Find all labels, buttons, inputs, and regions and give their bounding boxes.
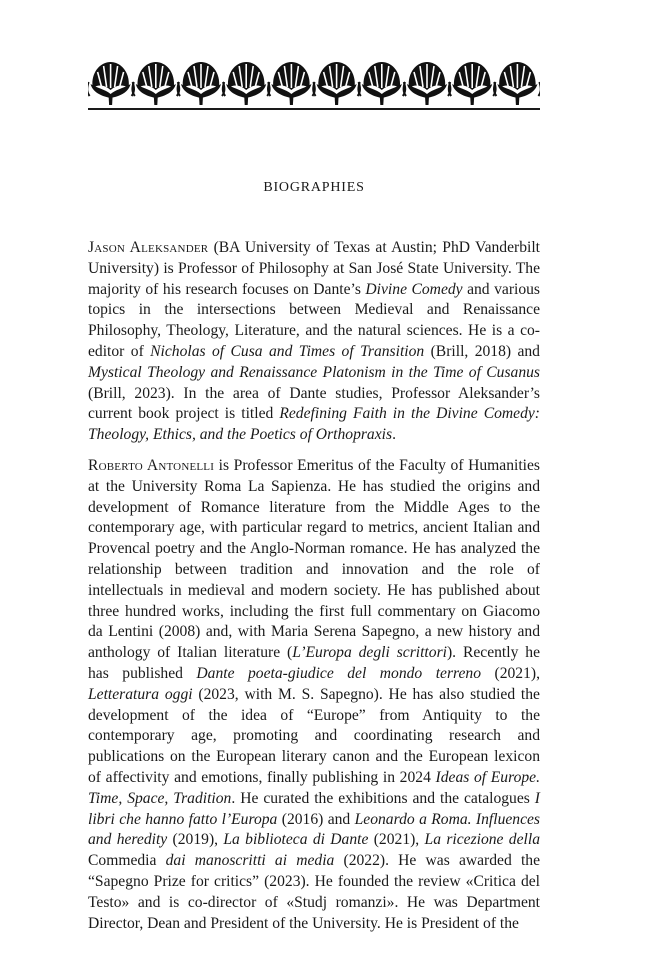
body-text: (2016) and (277, 810, 355, 828)
italic-text: Divine Comedy (365, 280, 463, 298)
body-text: (2021), (481, 664, 540, 682)
italic-text: La ricezione della (424, 831, 540, 849)
italic-text: Ideas of Europe. Time, Space, Tradition (88, 768, 540, 807)
body-text: ). Recently he has published (88, 644, 540, 682)
thistle-ornament-icon (178, 62, 225, 105)
thistle-ornament-icon (494, 62, 540, 105)
italic-text: La biblioteca di Dante (223, 831, 369, 849)
header-rule (88, 108, 540, 110)
body-text: (2023, with M. S. Sapegno). He has also studied the development of the idea of “Europe” from Antiquity to the contemporary age, promoting and coordinating research and publications on the European literary canon and the European lexicon of affectivity and emotions, finally publishing in 2024 (88, 685, 540, 786)
italic-text: Redefining Faith in the Divine Comedy: Theology, Ethics, and the Poetics of Orthopraxis (88, 405, 540, 444)
page-heading: BIOGRAPHIES (263, 180, 365, 195)
thistle-ornament-icon (223, 62, 270, 105)
italic-text: Letteratura oggi (88, 685, 193, 703)
body-text: (2019), (167, 831, 224, 849)
body-text: . He curated the exhibitions and the catalogues (231, 789, 535, 807)
biography-entry (88, 238, 540, 446)
italic-text: Mystical Theology and Renaissance Platonism in the Time of Cusanus (88, 363, 540, 381)
italic-text: L’Europa degli scrittori (292, 644, 447, 662)
italic-text: I libri che hanno fatto l’Europa (88, 789, 540, 828)
thistle-ornament-icon (313, 62, 360, 105)
body-text: is Professor Emeritus of the Faculty of Humanities at the University Roma La Sapienza. He has studied the origins and development of Romance literature from the Middle Ages to the contemporary age, with particular regard to metrics, ancient Italian and Provencal poetry and the Anglo-Norman romance. He has analyzed the relationship between tradition and innovation and the role of intellectuals in medieval and modern society. He has published about three hundred works, including the first full commentary on Giacomo da Lentini (2008) and, with Maria Serena Sapegno, a new history and anthology of Italian literature ( (88, 457, 540, 662)
body-text: . (392, 426, 396, 444)
biography-name: Jason Aleksander (88, 239, 209, 256)
thistle-ornament-icon (358, 62, 405, 105)
body-text: (2021), (368, 831, 425, 849)
thistle-ornament-icon (449, 62, 496, 105)
thistle-ornament-icon (404, 62, 451, 105)
biography-name: Roberto Antonelli (88, 457, 215, 474)
italic-text: Dante poeta-giudice del mondo terreno (196, 664, 482, 682)
thistle-ornament-icon (88, 62, 134, 105)
body-text: and various topics in the intersections between Medieval and Renaissance Philosophy, Theology, Literature, and the natural sciences. He is a co-editor of (88, 280, 541, 360)
italic-text: Leonardo a Roma. Influences and heredity (88, 810, 540, 849)
body-text: (2022). He was awarded the “Sapegno Prize for critics” (2023). He founded the review «Critica del Testo» and is co-director of «Studj romanzi». He was Department Director, Dean and President of the University. He is President of the (88, 852, 540, 932)
body-text: (Brill, 2018) and (424, 342, 540, 360)
body-text: (Brill, 2023). In the area of Dante studies, Professor Aleksander’s current book project is titled (88, 384, 540, 423)
italic-text: Nicholas of Cusa and Times of Transition (150, 342, 425, 360)
decorative-ornament-band (88, 58, 540, 106)
thistle-ornament-icon (268, 62, 315, 105)
italic-text: dai manoscritti ai media (165, 852, 335, 870)
biography-entry (88, 456, 540, 934)
body-text: Commedia (88, 852, 166, 870)
body-text: (BA University of Texas at Austin; PhD Vanderbilt University) is Professor of Philosophy at San José State University. The majority of his research focuses on Dante’s (88, 239, 540, 298)
thistle-ornament-icon (132, 62, 179, 105)
